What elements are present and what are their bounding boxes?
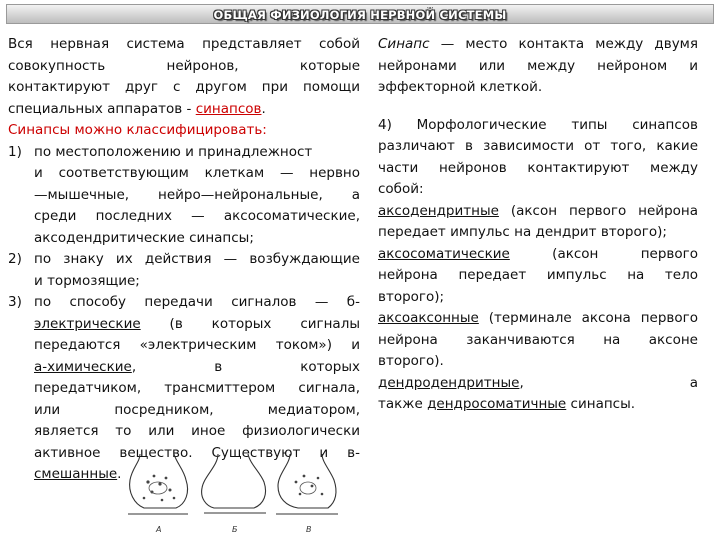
item-text: и тормозящие; [34, 272, 140, 289]
type-text: синапсы. [566, 396, 636, 412]
electric-term: электрические [34, 315, 141, 332]
item-text: . [117, 466, 122, 482]
mixed-term: смешанные [34, 466, 118, 482]
item-text: передатчиком, трансмиттером сигнала, [34, 380, 360, 396]
title-band [6, 4, 714, 24]
dendrosomatic-term: дендросоматичные [427, 396, 567, 412]
morphology-text: части нейронов контактируют между [378, 159, 698, 176]
item-text: и соответствующим клеткам — нервно [34, 165, 360, 181]
definition-text: эффекторной клеткой. [378, 79, 543, 95]
item-text: , в которых [131, 358, 360, 375]
type-text: передает импульс на дендрит второго); [378, 224, 667, 240]
axoaxonic-term: аксоаксонные [378, 310, 479, 326]
intro-period: . [261, 100, 266, 117]
figure-label-a: А [156, 525, 162, 534]
classify-heading: Синапсы можно классифицировать: [8, 122, 267, 138]
synapse-types-figure [118, 452, 338, 538]
morphology-text: собой: [378, 181, 424, 197]
type-text: второго). [378, 353, 444, 369]
morphology-text: 4) Морфологические типы синапсов [378, 116, 698, 133]
morphology-text: различают в зависимости от того, какие [378, 138, 698, 154]
item-number: 3) [8, 294, 22, 310]
type-text: нейрона передает импульс на тело [378, 267, 698, 283]
list-item-2 [8, 249, 360, 292]
type-text: (терминале аксона первого [478, 310, 698, 326]
definition-text: — место контакта между двумя [429, 36, 698, 52]
item-text: —мышечные, нейро—нейрональные, а [34, 186, 360, 203]
item-text: по знаку их действия — возбуждающие [34, 251, 360, 267]
item-text: (в которых сигналы [140, 315, 360, 332]
type-text: второго); [378, 288, 445, 305]
intro-line: совокупность нейронов, которые [8, 57, 360, 74]
item-text: является то или иное физиологически [34, 423, 360, 439]
dendrodendritic-term: дендродендритные [378, 374, 520, 391]
synapse-definition-term: Синапс [378, 36, 430, 52]
right-column [378, 34, 698, 416]
item-text: среди последних — аксосоматические, [34, 208, 360, 224]
type-text: (аксон первого нейрона [498, 202, 698, 219]
intro-line: Вся нервная система представляет собой [8, 36, 360, 52]
intro-line [8, 99, 360, 121]
item-number: 1) [8, 143, 22, 160]
type-text: , а [519, 374, 698, 391]
list-item-1 [8, 142, 360, 250]
definition-text: нейронами или между нейроном и [378, 57, 698, 74]
item-text: активное вещество. Существуют и в- [34, 444, 360, 461]
page-title: ОБЩАЯ ФИЗИОЛОГИЯ НЕРВНОЙ СИСТЕМЫ [213, 8, 507, 22]
figure-label-c: В [306, 525, 312, 534]
intro-line: контактируют друг с другом при помощи [8, 79, 360, 95]
type-text: (аксон первого [509, 245, 698, 262]
synapses-term: синапсов [195, 100, 262, 117]
item-text: по местоположению и принадлежност [34, 143, 313, 160]
figure-label-b: Б [232, 525, 238, 534]
intro-text: специальных аппаратов - [8, 100, 196, 117]
type-text: также [378, 396, 428, 412]
item-text: или посредником, медиатором, [34, 401, 360, 418]
axodendritic-term: аксодендритные [378, 202, 499, 219]
item-text: передаются «электрическим током») и [34, 337, 360, 353]
item-text: по способу передачи сигналов — б- [34, 294, 360, 310]
axosomatic-term: аксосоматические [378, 245, 510, 262]
item-number: 2) [8, 251, 22, 267]
item-text: аксодендритические синапсы; [34, 229, 254, 246]
type-text: нейрона заканчиваются на аксоне [378, 331, 698, 348]
left-column [8, 34, 360, 486]
chemical-term: а-химические [34, 358, 132, 375]
